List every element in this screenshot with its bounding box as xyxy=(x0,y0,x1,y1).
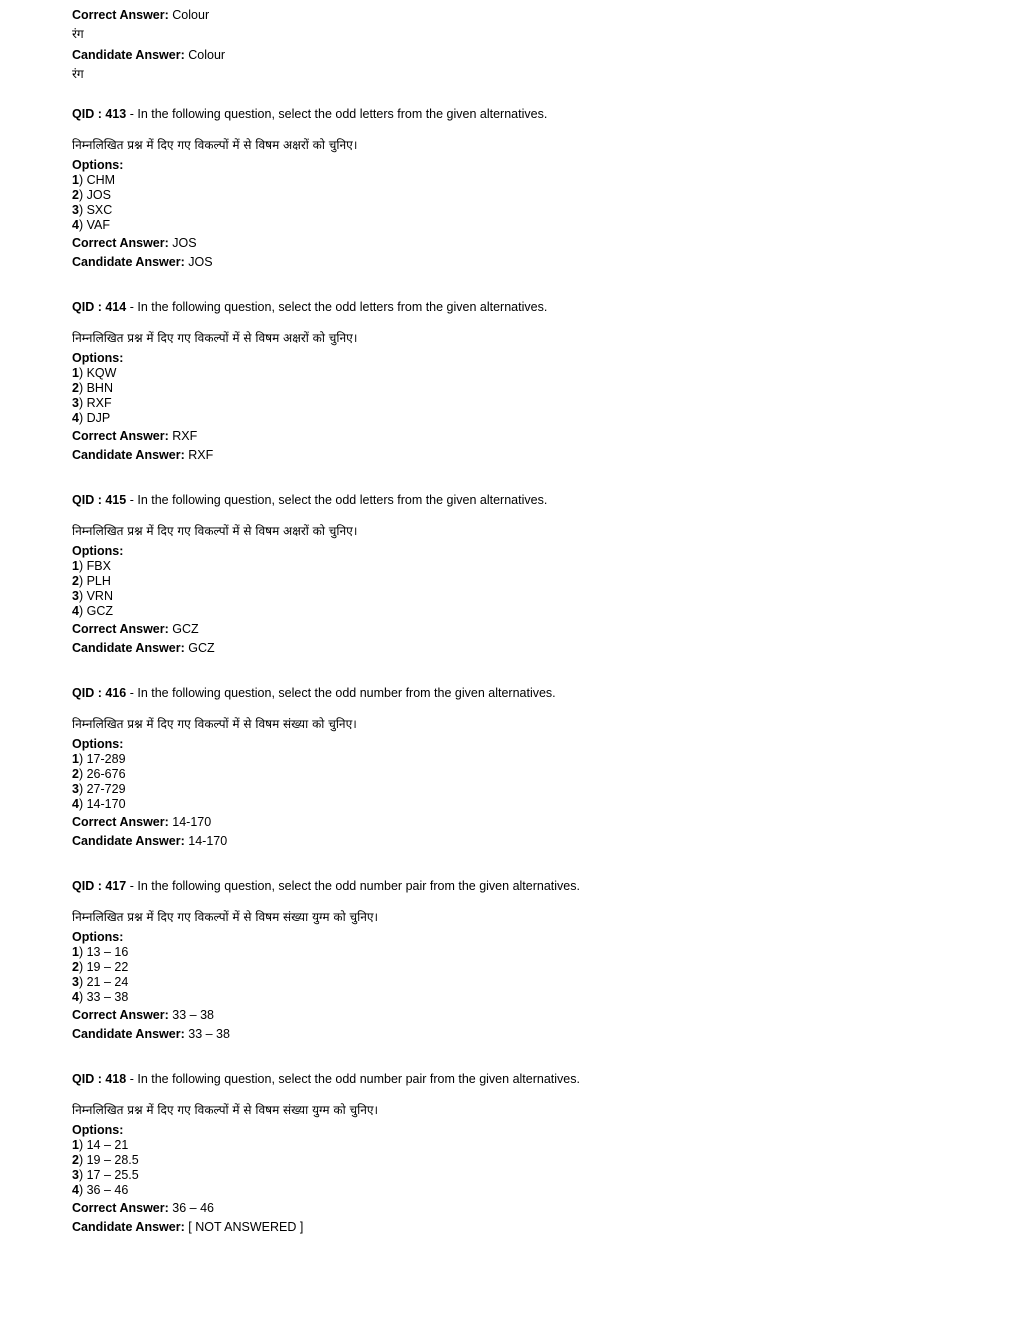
qid-label xyxy=(72,493,126,507)
correct-answer-value: 36 – 46 xyxy=(172,1201,214,1215)
option-value: 26-676 xyxy=(86,767,126,781)
option-item: 2) PLH xyxy=(72,574,111,588)
option-value: 13 – 16 xyxy=(86,945,129,959)
option-item: 3) SXC xyxy=(72,203,113,217)
option-value: RXF xyxy=(86,396,112,410)
question-text-hindi: निम्नलिखित प्रश्न में दिए गए विकल्पों में से विषम अक्षरों को चुनिए। xyxy=(72,524,358,538)
option-value: 21 – 24 xyxy=(86,975,129,989)
candidate-answer-value: 33 – 38 xyxy=(188,1027,230,1041)
correct-answer-label: Correct Answer: xyxy=(72,1008,169,1022)
option-number: 2 xyxy=(72,960,79,974)
option-number: 4 xyxy=(72,990,79,1004)
candidate-answer-label: Candidate Answer: xyxy=(72,834,185,848)
qid-label xyxy=(72,686,126,700)
option-number: 3 xyxy=(72,396,79,410)
correct-answer xyxy=(72,428,580,447)
option-number: 1 xyxy=(72,945,79,959)
option-item: 2) 19 – 22 xyxy=(72,960,129,974)
options-label: Options: xyxy=(72,158,124,172)
question-block xyxy=(72,879,580,1045)
qid-number: 414 xyxy=(105,300,127,314)
question-header xyxy=(72,107,580,122)
question-text: In the following question, select the odd letters from the given alternatives. xyxy=(137,107,548,121)
qid-prefix: QID : xyxy=(72,879,102,893)
question-text-hindi: निम्नलिखित प्रश्न में दिए गए विकल्पों में से विषम संख्या युग्म को चुनिए। xyxy=(72,1103,379,1117)
question-text: In the following question, select the odd number pair from the given alternatives. xyxy=(137,879,580,893)
option-number: 3 xyxy=(72,589,79,603)
option-value: 19 – 28.5 xyxy=(86,1153,139,1167)
candidate-answer-value: Colour xyxy=(188,48,226,62)
options-label: Options: xyxy=(72,930,124,944)
option-value: DJP xyxy=(86,411,111,425)
question-header xyxy=(72,300,580,315)
options-label: Options: xyxy=(72,351,124,365)
qid-number: 413 xyxy=(105,107,127,121)
option-number: 2 xyxy=(72,574,79,588)
option-item: 2) 19 – 28.5 xyxy=(72,1153,139,1167)
correct-answer-label: Correct Answer: xyxy=(72,236,169,250)
candidate-answer-label: Candidate Answer: xyxy=(72,1027,185,1041)
qid-separator: - xyxy=(129,686,134,700)
question-block xyxy=(72,300,580,466)
candidate-answer xyxy=(72,47,580,66)
correct-answer xyxy=(72,1200,580,1219)
qid-separator: - xyxy=(129,300,134,314)
option-item: 1) 14 – 21 xyxy=(72,1138,129,1152)
option-item: 3) 17 – 25.5 xyxy=(72,1168,139,1182)
candidate-answer xyxy=(72,254,580,273)
options-heading xyxy=(72,1123,580,1138)
option-value: CHM xyxy=(86,173,116,187)
option-value: VRN xyxy=(86,589,113,603)
option-value: KQW xyxy=(86,366,117,380)
qid-separator: - xyxy=(129,107,134,121)
question-block xyxy=(72,686,580,852)
candidate-answer xyxy=(72,1026,580,1045)
option-value: 17 – 25.5 xyxy=(86,1168,139,1182)
option-number: 3 xyxy=(72,203,79,217)
qid-prefix: QID : xyxy=(72,107,102,121)
question-block xyxy=(72,107,580,273)
candidate-answer-value: GCZ xyxy=(188,641,215,655)
option-item: 3) 21 – 24 xyxy=(72,975,129,989)
correct-answer-label: Correct Answer: xyxy=(72,8,169,22)
qid-separator: - xyxy=(129,1072,134,1086)
correct-answer-label: Correct Answer: xyxy=(72,1201,169,1215)
option-item: 4) GCZ xyxy=(72,604,113,618)
correct-answer-value: GCZ xyxy=(172,622,199,636)
option-value: 14 – 21 xyxy=(86,1138,129,1152)
option-number: 3 xyxy=(72,1168,79,1182)
option-number: 1 xyxy=(72,1138,79,1152)
option-item: 2) JOS xyxy=(72,188,111,202)
option-number: 2 xyxy=(72,188,79,202)
qid-label xyxy=(72,300,126,314)
option-number: 4 xyxy=(72,604,79,618)
question-block xyxy=(72,493,580,659)
option-value: 14-170 xyxy=(86,797,126,811)
qid-prefix: QID : xyxy=(72,1072,102,1086)
option-number: 1 xyxy=(72,752,79,766)
option-number: 1 xyxy=(72,366,79,380)
qid-label xyxy=(72,107,126,121)
question-header xyxy=(72,686,580,701)
question-list xyxy=(72,107,580,1238)
option-value: BHN xyxy=(86,381,113,395)
option-item: 2) 26-676 xyxy=(72,767,126,781)
correct-answer-value: 33 – 38 xyxy=(172,1008,214,1022)
option-number: 4 xyxy=(72,797,79,811)
candidate-answer-value: 14-170 xyxy=(188,834,228,848)
option-number: 4 xyxy=(72,411,79,425)
candidate-answer-value: RXF xyxy=(188,448,214,462)
question-block xyxy=(72,1072,580,1238)
candidate-answer-label: Candidate Answer: xyxy=(72,641,185,655)
correct-answer-hindi: रंग xyxy=(72,27,84,41)
option-number: 3 xyxy=(72,782,79,796)
option-value: VAF xyxy=(86,218,110,232)
correct-answer-label: Correct Answer: xyxy=(72,815,169,829)
option-item: 1) 13 – 16 xyxy=(72,945,129,959)
correct-answer xyxy=(72,814,580,833)
option-value: FBX xyxy=(86,559,111,573)
qid-separator: - xyxy=(129,879,134,893)
option-value: 27-729 xyxy=(86,782,126,796)
qid-prefix: QID : xyxy=(72,493,102,507)
qid-prefix: QID : xyxy=(72,686,102,700)
question-header xyxy=(72,879,580,894)
options-label: Options: xyxy=(72,544,124,558)
correct-answer-value: 14-170 xyxy=(172,815,212,829)
candidate-answer-value: [ NOT ANSWERED ] xyxy=(188,1220,304,1234)
qid-number: 417 xyxy=(105,879,127,893)
candidate-answer-value: JOS xyxy=(188,255,213,269)
options-heading xyxy=(72,930,580,945)
question-text-hindi: निम्नलिखित प्रश्न में दिए गए विकल्पों में से विषम अक्षरों को चुनिए। xyxy=(72,331,358,345)
option-value: 19 – 22 xyxy=(86,960,129,974)
qid-label xyxy=(72,1072,126,1086)
options-heading xyxy=(72,351,580,366)
candidate-answer xyxy=(72,1219,580,1238)
option-item: 4) VAF xyxy=(72,218,110,232)
option-value: 17-289 xyxy=(86,752,126,766)
question-text-hindi: निम्नलिखित प्रश्न में दिए गए विकल्पों में से विषम संख्या को चुनिए। xyxy=(72,717,357,731)
candidate-answer-label: Candidate Answer: xyxy=(72,448,185,462)
correct-answer xyxy=(72,7,580,26)
qid-number: 416 xyxy=(105,686,127,700)
option-number: 2 xyxy=(72,381,79,395)
candidate-answer-hindi: रंग xyxy=(72,67,84,81)
options-label: Options: xyxy=(72,1123,124,1137)
option-number: 3 xyxy=(72,975,79,989)
qid-prefix: QID : xyxy=(72,300,102,314)
correct-answer-value: RXF xyxy=(172,429,198,443)
option-number: 2 xyxy=(72,1153,79,1167)
option-value: SXC xyxy=(86,203,113,217)
question-text: In the following question, select the odd letters from the given alternatives. xyxy=(137,493,548,507)
option-item: 4) 36 – 46 xyxy=(72,1183,129,1197)
qid-number: 415 xyxy=(105,493,127,507)
option-item: 1) 17-289 xyxy=(72,752,126,766)
option-item: 4) 33 – 38 xyxy=(72,990,129,1004)
correct-answer xyxy=(72,621,580,640)
question-text-hindi: निम्नलिखित प्रश्न में दिए गए विकल्पों में से विषम अक्षरों को चुनिए। xyxy=(72,138,358,152)
candidate-answer xyxy=(72,833,580,852)
option-value: JOS xyxy=(86,188,111,202)
correct-answer xyxy=(72,235,580,254)
correct-answer-value: JOS xyxy=(172,236,197,250)
correct-answer-label: Correct Answer: xyxy=(72,622,169,636)
option-item: 3) VRN xyxy=(72,589,113,603)
option-item: 4) 14-170 xyxy=(72,797,126,811)
options-heading xyxy=(72,158,580,173)
option-item: 3) 27-729 xyxy=(72,782,126,796)
option-item: 1) KQW xyxy=(72,366,117,380)
option-number: 1 xyxy=(72,173,79,187)
response-sheet xyxy=(72,7,580,1238)
candidate-answer xyxy=(72,447,580,466)
option-value: 36 – 46 xyxy=(86,1183,129,1197)
qid-label xyxy=(72,879,126,893)
option-item: 1) FBX xyxy=(72,559,111,573)
question-header xyxy=(72,493,580,508)
correct-answer-value: Colour xyxy=(172,8,210,22)
question-text-hindi: निम्नलिखित प्रश्न में दिए गए विकल्पों में से विषम संख्या युग्म को चुनिए। xyxy=(72,910,379,924)
question-text: In the following question, select the odd number pair from the given alternatives. xyxy=(137,1072,580,1086)
correct-answer xyxy=(72,1007,580,1026)
correct-answer-label: Correct Answer: xyxy=(72,429,169,443)
option-number: 1 xyxy=(72,559,79,573)
question-text: In the following question, select the odd letters from the given alternatives. xyxy=(137,300,548,314)
option-item: 1) CHM xyxy=(72,173,116,187)
options-heading xyxy=(72,737,580,752)
options-label: Options: xyxy=(72,737,124,751)
qid-number: 418 xyxy=(105,1072,127,1086)
option-item: 2) BHN xyxy=(72,381,113,395)
option-value: PLH xyxy=(86,574,111,588)
candidate-answer xyxy=(72,640,580,659)
candidate-answer-label: Candidate Answer: xyxy=(72,1220,185,1234)
question-text: In the following question, select the odd number from the given alternatives. xyxy=(137,686,556,700)
option-number: 2 xyxy=(72,767,79,781)
qid-separator: - xyxy=(129,493,134,507)
question-header xyxy=(72,1072,580,1087)
candidate-answer-label: Candidate Answer: xyxy=(72,48,185,62)
option-item: 4) DJP xyxy=(72,411,111,425)
option-value: 33 – 38 xyxy=(86,990,129,1004)
option-number: 4 xyxy=(72,1183,79,1197)
option-value: GCZ xyxy=(86,604,113,618)
option-item: 3) RXF xyxy=(72,396,112,410)
previous-question-tail xyxy=(72,7,580,83)
candidate-answer-label: Candidate Answer: xyxy=(72,255,185,269)
option-number: 4 xyxy=(72,218,79,232)
options-heading xyxy=(72,544,580,559)
